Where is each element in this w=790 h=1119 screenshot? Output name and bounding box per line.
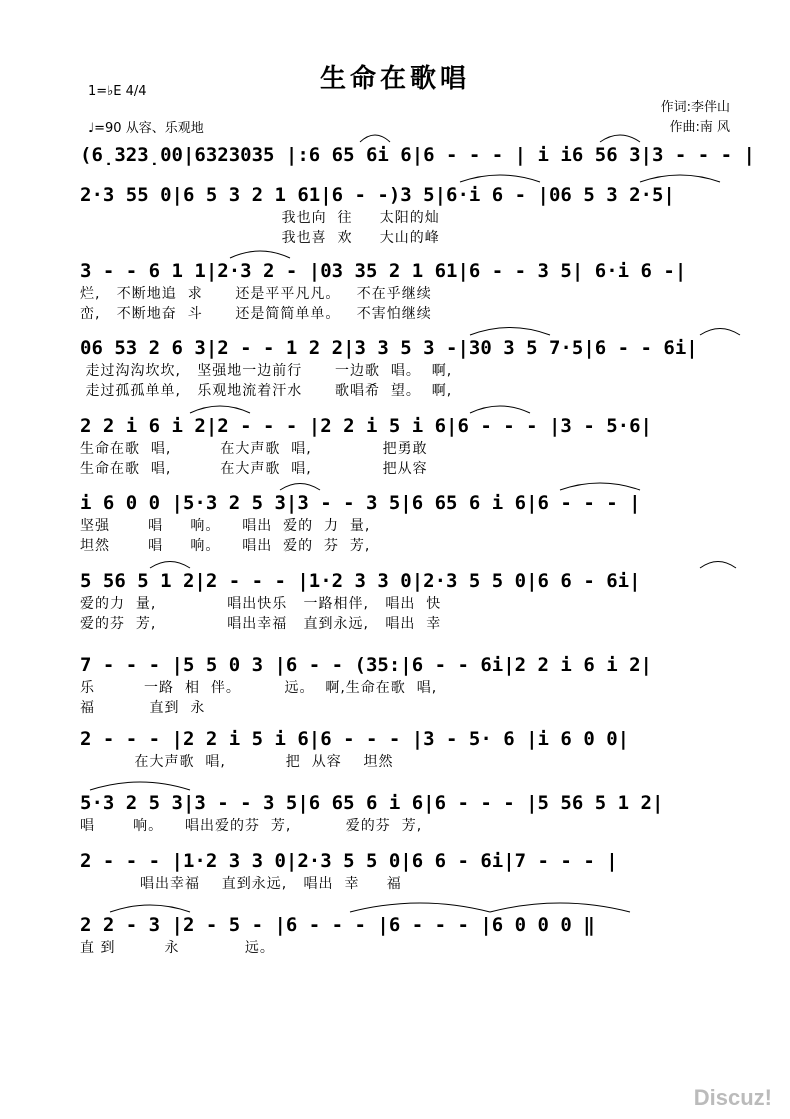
slur [460,175,540,182]
notation-line: (6̣323̣00|6323035 |:6 65 6i 6|6 - - - | i i6 56 3|3 - - - | [80,144,755,166]
slur [110,905,190,912]
lyric-line-2: 走过孤孤单单, 乐观地流着汗水 歌唱希 望。 啊, [80,383,453,399]
slur [190,406,250,413]
lyric-line-2: 坦然 唱 响。 唱出 爱的 芬 芳, [80,538,371,554]
slur [490,903,630,912]
slur [560,483,640,490]
lyric-line-2: 福 直到 永 [80,700,206,716]
slur [280,484,320,491]
lyric-line-1: 乐 一路 相 伴。 远。 啊,生命在歌 唱, [80,680,438,696]
notation-line: 06 53 2 6 3|2 - - 1 2 2|3 3 5 3 -|30 3 5 7·5|6 - - 6i| [80,337,698,359]
lyric-line-2: 峦, 不断地奋 斗 还是简简单单。 不害怕继续 [80,306,432,322]
notation-line: 5·3 2 5 3|3 - - 3 5|6 65 6 i 6|6 - - - |5 56 5 1 2| [80,792,664,814]
notation-line: 2·3 55 0|6 5 3 2 1 61|6 - -)3 5|6·i 6 - |06 5 3 2·5| [80,184,675,206]
slur [90,782,190,790]
key-signature: 1=♭E 4/4 [88,84,147,99]
song-title: 生命在歌唱 [319,64,470,94]
lyric-line-1: 我也向 往 太阳的灿 [80,210,440,226]
lyricist-credit: 作词:李伴山 [660,100,730,115]
lyric-line-1: 爱的力 量, 唱出快乐 一路相伴, 唱出 快 [80,596,442,612]
lyric-line-1: 在大声歌 唱, 把 从容 坦然 [80,754,394,770]
lyric-line-2: 生命在歌 唱, 在大声歌 唱, 把从容 [80,461,428,477]
lyric-line-2: 爱的芬 芳, 唱出幸福 直到永远, 唱出 幸 [80,616,442,632]
lyric-line-2: 我也喜 欢 大山的峰 [80,230,440,246]
slur [470,406,530,413]
lyric-line-1: 坚强 唱 响。 唱出 爱的 力 量, [80,518,371,534]
notation-line: i 6 0 0 |5·3 2 5 3|3 - - 3 5|6 65 6 i 6|6 - - - | [80,492,641,514]
notation-line: 2 2 i 6 i 2|2 - - - |2 2 i 5 i 6|6 - - - |3 - 5·6| [80,415,652,437]
tempo-marking: ♩=90 从容、乐观地 [88,121,204,136]
notation-line: 5 56 5 1 2|2 - - - |1·2 3 3 0|2·3 5 5 0|6 6 - 6i| [80,570,641,592]
slur [350,903,490,912]
lyric-line-1: 唱 响。 唱出爱的芬 芳, 爱的芬 芳, [80,818,423,834]
notation-line: 2 2 - 3 |2 - 5 - |6 - - - |6 - - - |6 0 0 0 ‖ [80,914,595,936]
slur [360,135,390,142]
lyric-line-1: 唱出幸福 直到永远, 唱出 幸 福 [80,876,402,892]
watermark-logo: Discuz! [693,1085,772,1110]
slur [230,251,290,258]
notation-line: 7 - - - |5 5 0 3 |6 - - (35:|6 - - 6i|2 2 i 6 i 2| [80,654,652,676]
notation-line: 2 - - - |2 2 i 5 i 6|6 - - - |3 - 5· 6 |i 6 0 0| [80,728,630,750]
composer-credit: 作曲:南 风 [669,120,730,135]
lyric-line-1: 生命在歌 唱, 在大声歌 唱, 把勇敢 [80,441,428,457]
lyric-line-1: 烂, 不断地追 求 还是平平凡凡。 不在乎继续 [80,286,432,302]
slur [150,562,190,569]
slur [700,329,740,336]
slur [700,562,736,569]
slur [470,328,550,336]
lyric-line-1: 走过沟沟坎坎, 坚强地一边前行 一边歌 唱。 啊, [80,363,453,379]
notation-line: 3 - - 6 1 1|2·3 2 - |03 35 2 1 61|6 - - 3 5| 6·i 6 -| [80,260,687,282]
notation-line: 2 - - - |1·2 3 3 0|2·3 5 5 0|6 6 - 6i|7 - - - | [80,850,618,872]
slur [640,175,720,182]
lyric-line-1: 直 到 永 远。 [80,940,275,956]
slur [600,135,640,142]
